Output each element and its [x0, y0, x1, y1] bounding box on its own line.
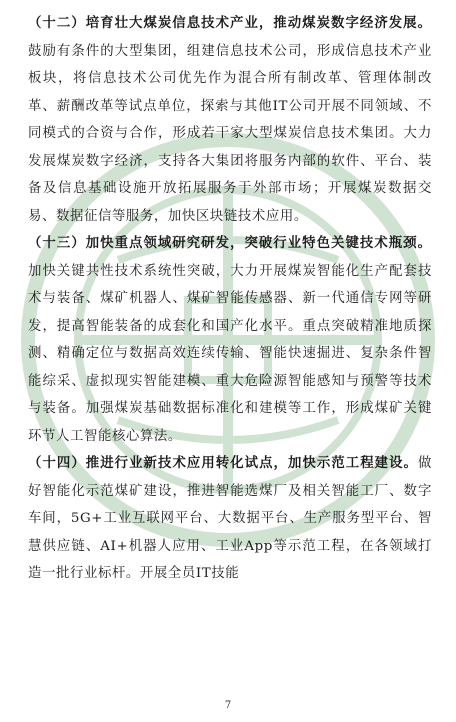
section-14 — [28, 450, 432, 588]
section-13-body: 加快关键共性技术系统性突破，大力开展煤炭智能化生产配套技术与装备、煤矿机器人、煤矿智能传感器、新一代通信专网等研发，提高智能装备的成套化和国产化水平。重点突破精准地质探测、精确定位与数据高效连续传输、智能快速掘进、复杂条件智能综采、虚拟现实智能建模、重大危险源智能感知与预警等技术与装备。加强煤炭基础数据标准化和建模等工作，形成煤矿关键环节人工智能核心算法。 — [28, 263, 432, 444]
section-12 — [28, 10, 432, 230]
section-14-heading: （十四）推进行业新技术应用转化试点，加快示范工程建设。 — [28, 455, 418, 471]
section-14-body: 做好智能化示范煤矿建设，推进智能选煤厂及相关智能工厂、数字车间，5G+工业互联网平台、大数据平台、生产服务型平台、智慧供应链、AI+机器人应用、工业App等示范工程，在各领域打造一批行业标杆。开展全员IT技能 — [28, 456, 432, 581]
section-13 — [28, 230, 432, 450]
section-13-heading: （十三）加快重点领域研究研发，突破行业特色关键技术瓶颈。 — [28, 235, 432, 251]
section-12-body: 鼓励有条件的大型集团，组建信息技术公司，形成信息技术产业板块，将信息技术公司优先作为混合所有制改革、管理体制改革、薪酬改革等试点单位，探索与其他IT公司开展不同领域、不同模式的合资与合作，形成若干家大型煤炭信息技术集团。大力发展煤炭数字经济，支持各大集团将服务内部的软件、平台、装备及信息基础设施开放拓展服务于外部市场；开展煤炭数据交易、数据征信等服务，加快区块链技术应用。 — [28, 43, 432, 224]
page-number: 7 — [224, 700, 232, 711]
section-12-heading: （十二）培育壮大煤炭信息技术产业，推动煤炭数字经济发展。 — [28, 15, 432, 31]
